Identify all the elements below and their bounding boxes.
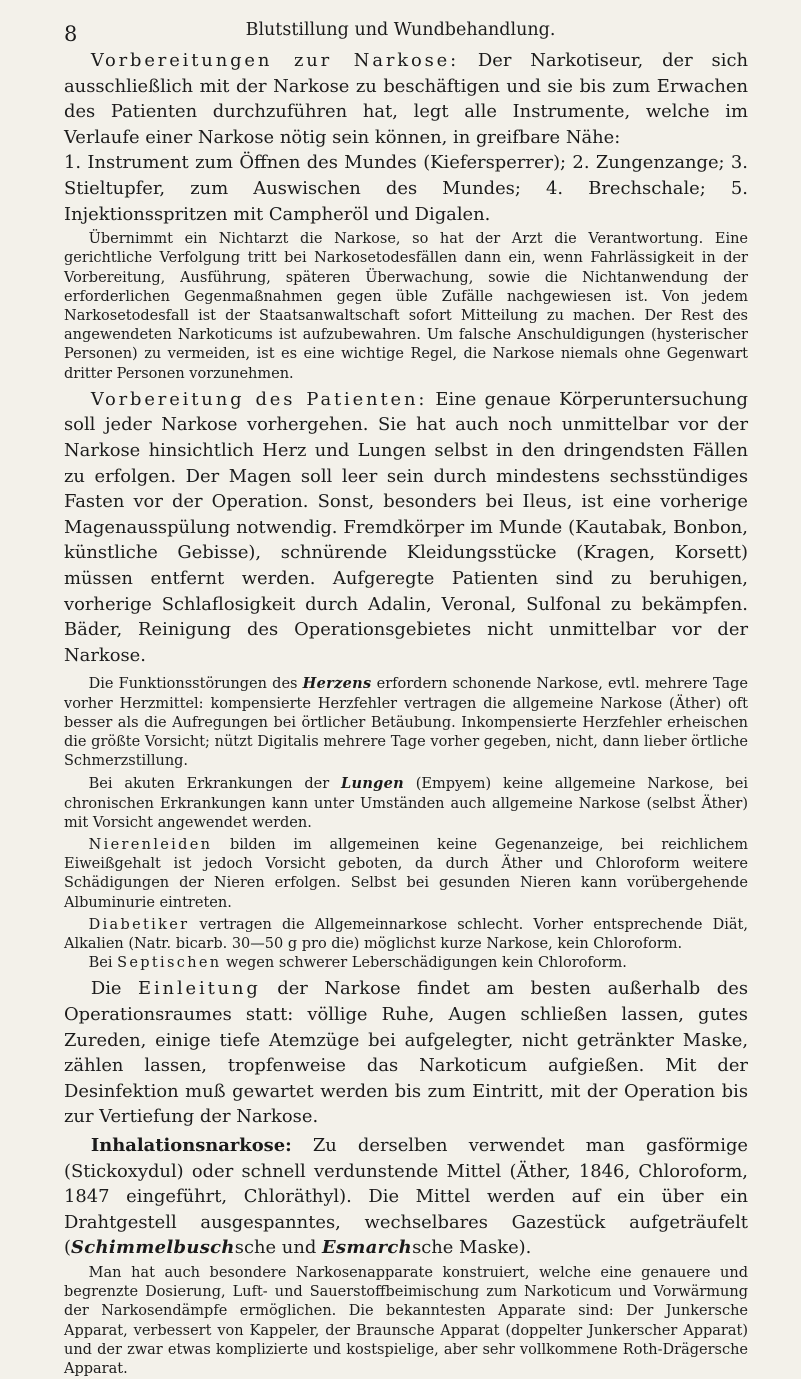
spaced-term: Nierenleiden [88, 836, 213, 853]
spaced-term: Einleitung [138, 978, 261, 1000]
paragraph-narkose-vorbereitungen [64, 48, 748, 150]
paragraph-einleitung: Die Einleitung der Narkose findet am besten außerhalb des Operationsraumes statt: völlige Ruhe, Augen schließen lassen, gutes Zureden, einige tiefe Atemzüge bei aufgelegter, nicht getränkter Maske, zählen lassen, tropfenweise das Narkoticum aufgießen. Mit der Desinfektion muß gewartet werden bis zum Eintritt, mit der Operation bis zur Vertiefung der Narkose. [64, 978, 749, 1128]
note-verantwortung: Übernimmt ein Nichtarzt die Narkose, so hat der Arzt die Verantwortung. Eine gerichtliche Verfolgung tritt bei Narkosetodesfällen dann ein, wenn Fahrlässigkeit in der Vorbereitung, Ausführung, späteren Überwachung, sowie die Nichtanwendung der erforderlichen Gegenmaßnahmen gegen üble Zufälle nachgewiesen ist. Von jedem Narkosetodesfall ist der Staatsanwaltschaft sofort Mitteilung zu machen. Der Rest des angewendeten Narkoticums ist aufzubewahren. Um falsche Anschuldigungen (hysterischer Personen) zu vermeiden, ist es eine wichtige Regel, die Narkose niemals ohne Gegenwart dritter Personen vorzunehmen. [64, 231, 748, 382]
note-narkosenapparate: Man hat auch besondere Narkosenapparate konstruiert, welche eine genauere und begrenzte Dosierung, Luft- und Sauerstoffbeimischung zum Narkoticum und Vorwärmung der Narkosendämpfe ermöglichen. Die bekanntesten Apparate sind: Der Junkersche Apparat, verbessert von Kappeler, der Braunsche Apparat (doppelter Junkerscher Apparat) und der zwar etwas komplizierte und kostspielige, aber sehr vollkommene Roth-Drägersche Apparat. [64, 1264, 748, 1377]
running-head: Blutstillung und Wundbehandlung. [245, 20, 556, 40]
note-septische: Bei Septischen wegen schwerer Leberschädigungen kein Chloroform. [88, 955, 627, 972]
emphasis: Esmarch [321, 1237, 413, 1259]
emphasis: Schimmelbusch [70, 1237, 235, 1259]
note-herz: Die Funktionsstörungen des Herzens erfordern schonende Narkose, evtl. mehrere Tage vorher Herzmittel: kompensierte Herzfehler vertragen die allgemeine Narkose (Äther) oft besser als die Aufregungen bei örtlicher Betäubung. Inkompensierte Herzfehler erheischen die größte Vorsicht; nützt Digitalis mehrere Tage vorher gegeben, nicht, dann lieber örtliche Schmerzstillung. [64, 675, 748, 770]
section-lead: Inhalationsnarkose: [90, 1134, 292, 1156]
page-header [52, 12, 749, 48]
emphasis: Lungen [341, 775, 404, 793]
paragraph-vorbereitung-patient [64, 387, 748, 669]
spaced-term: Diabetiker [88, 916, 190, 933]
paragraph-text: Eine genaue Körperuntersuchung soll jeder Narkose vorhergehen. Sie hat auch noch unmittelbar vor der Narkose hinsichtlich Herz und Lungen selbst in den dringendsten Fällen zu erfolgen. Der Magen soll leer sein durch mindestens sechsstündiges Fasten vor der Operation. Sonst, besonders bei Ileus, ist eine vorherige Magenausspülung notwendig. Fremdkörper im Munde (Kautabak, Bonbon, künstliche Gebisse), schnürende Kleidungsstücke (Kragen, Korsett) müssen entfernt werden. Aufgeregte Patienten sind zu beruhigen, vorherige Schlaflosigkeit durch Adalin, Veronal, Sulfonal zu bekämpfen. Bäder, Reinigung des Operationsgebietes nicht unmittelbar vor der Narkose. [64, 388, 748, 666]
spaced-term: Septischen [117, 955, 222, 972]
note-nieren: Nierenleiden bilden im allgemeinen keine Gegenanzeige, bei reichlichem Eiweißgehalt ist jedoch Vorsicht geboten, da durch Äther und Chloroform weitere Schädigungen der Nieren erfolgen. Selbst bei gesunden Nieren kann vorübergehende Albuminurie eintreten. [64, 836, 748, 911]
section-lead: Vorbereitungen zur Narkose: [90, 50, 460, 71]
paragraph-inhalationsnarkose: Inhalationsnarkose: Zu derselben verwendet man gasförmige (Stickoxydul) oder schnell verdunstende Mittel (Äther, 1846, Chloroform, 1847 eingeführt, Chloräthyl). Die Mittel werden auf ein über ein Drahtgestell ausgespanntes, wechselbares Gazestück aufgeträufelt (Schimmelbuschsche und Esmarchsche Maske). [64, 1134, 748, 1259]
emphasis: Herzens [302, 675, 372, 693]
note-lungen: Bei akuten Erkrankungen der Lungen (Empyem) keine allgemeine Narkose, bei chronischen Erkrankungen kann unter Umständen auch allgemeine Narkose (selbst Äther) mit Vorsicht angewendet werden. [64, 775, 748, 831]
paragraph-text: Der Narkotiseur, der sich ausschließlich mit der Narkose zu beschäftigen und sie bis zum Erwachen des Patienten durchzuführen hat, legt alle Instrumente, welche im Verlaufe einer Narkose nötig sein können, in greifbare Nähe: [64, 50, 748, 148]
section-lead: Vorbereitung des Patienten: [90, 388, 428, 410]
instrument-list: 1. Instrument zum Öffnen des Mundes (Kiefersperrer); 2. Zungenzange; 3. Stieltupfer, zum Auswischen des Mundes; 4. Brechschale; 5. Injektionsspritzen mit Campheröl und Digalen. [64, 152, 748, 225]
page-body [64, 48, 748, 1379]
page-number: 8 [64, 22, 78, 46]
note-diabetiker: Diabetiker vertragen die Allgemeinnarkose schlecht. Vorher entsprechende Diät, Alkalien (Natr. bicarb. 30—50 g pro die) möglichst kurze Narkose, kein Chloroform. [64, 916, 748, 952]
